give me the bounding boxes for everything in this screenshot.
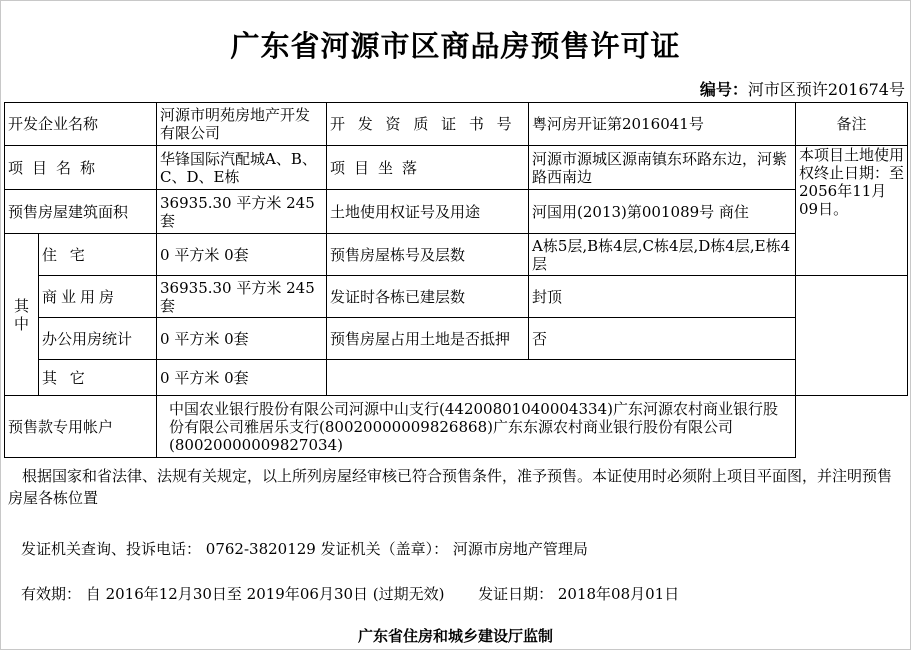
serial-number	[700, 77, 905, 100]
row-account	[5, 396, 908, 458]
row-office	[5, 318, 908, 360]
land-mortgage-label: 预售房屋占用土地是否抵押	[327, 318, 529, 360]
phone-label: 发证机关查询、投诉电话：	[21, 540, 202, 558]
account-blank	[796, 396, 908, 458]
remarks-label: 备注	[796, 103, 908, 146]
row-developer	[5, 103, 908, 146]
remarks-blank	[796, 276, 908, 396]
row-residential	[5, 234, 908, 276]
qualification-value: 粤河房开证第2016041号	[529, 103, 796, 146]
project-name-label: 项目名称	[5, 146, 157, 190]
certificate-title: 广东省河源市区商品房预售许可证	[230, 29, 681, 63]
issue-label: 发证日期：	[478, 585, 554, 603]
issue-value: 2018年08月01日	[557, 585, 680, 603]
land-cert-label: 土地使用权证号及用途	[327, 190, 529, 234]
residential-label: 住 宅	[39, 234, 157, 276]
commercial-value: 36935.30 平方米 245套	[157, 276, 327, 318]
other-value: 0 平方米 0套	[157, 360, 327, 396]
authority-value: 河源市房地产管理局	[452, 540, 588, 558]
presale-area-label: 预售房屋建筑面积	[5, 190, 157, 234]
qualification-label: 开 发 资 质 证 书 号	[327, 103, 529, 146]
row-project	[5, 146, 908, 190]
row-area	[5, 190, 908, 234]
validity-label: 有效期：	[21, 585, 82, 603]
validity-line	[21, 583, 679, 604]
other-label: 其 它	[39, 360, 157, 396]
residential-value: 0 平方米 0套	[157, 234, 327, 276]
serial-label: 编号：	[699, 80, 748, 99]
phone-value: 0762-3820129	[205, 540, 316, 558]
developer-value: 河源市明苑房地产开发有限公司	[157, 103, 327, 146]
validity-value: 自 2016年12月30日至 2019年06月30日 (过期无效)	[85, 585, 445, 603]
row-other	[5, 360, 908, 396]
location-value: 河源市源城区源南镇东环路东边，河紫路西南边	[529, 146, 796, 190]
notice-paragraph: 根据国家和省法律、法规有关规定，以上所列房屋经审核已符合预售条件，准予预售。本证使用时必须附上项目平面图，并注明预售房屋各栋位置	[8, 467, 893, 507]
buildings-label: 预售房屋栋号及层数	[327, 234, 529, 276]
other-blank	[327, 360, 796, 396]
office-value: 0 平方米 0套	[157, 318, 327, 360]
office-label: 办公用房统计	[39, 318, 157, 360]
developer-label: 开发企业名称	[5, 103, 157, 146]
serial-value: 河市区预许201674号	[747, 80, 905, 99]
land-mortgage-value: 否	[529, 318, 796, 360]
land-cert-value: 河国用(2013)第001089号 商住	[529, 190, 796, 234]
built-floors-label: 发证时各栋已建层数	[327, 276, 529, 318]
contact-line	[21, 538, 588, 559]
buildings-value: A栋5层,B栋4层,C栋4层,D栋4层,E栋4层	[529, 234, 796, 276]
account-value: 中国农业银行股份有限公司河源中山支行(44200801040004334)广东河源农村商业银行股份有限公司雅居乐支行(80020000009826868)广东东源农村商业银行股份有限公司(80020000009827034)	[157, 396, 796, 458]
account-label: 预售款专用帐户	[5, 396, 157, 458]
footer-supervisor: 广东省住房和城乡建设厅监制	[357, 627, 553, 645]
certificate-table	[4, 102, 908, 458]
built-floors-value: 封顶	[529, 276, 796, 318]
remarks-value: 本项目土地使用权终止日期：至2056年11月09日。	[796, 146, 908, 276]
location-label: 项目坐落	[327, 146, 529, 190]
qizhong-label: 其中	[5, 234, 39, 396]
project-name-value: 华锋国际汽配城A、B、C、D、E栋	[157, 146, 327, 190]
presale-area-value: 36935.30 平方米 245套	[157, 190, 327, 234]
row-commercial	[5, 276, 908, 318]
commercial-label: 商业用房	[39, 276, 157, 318]
authority-label: 发证机关（盖章）：	[320, 540, 449, 558]
